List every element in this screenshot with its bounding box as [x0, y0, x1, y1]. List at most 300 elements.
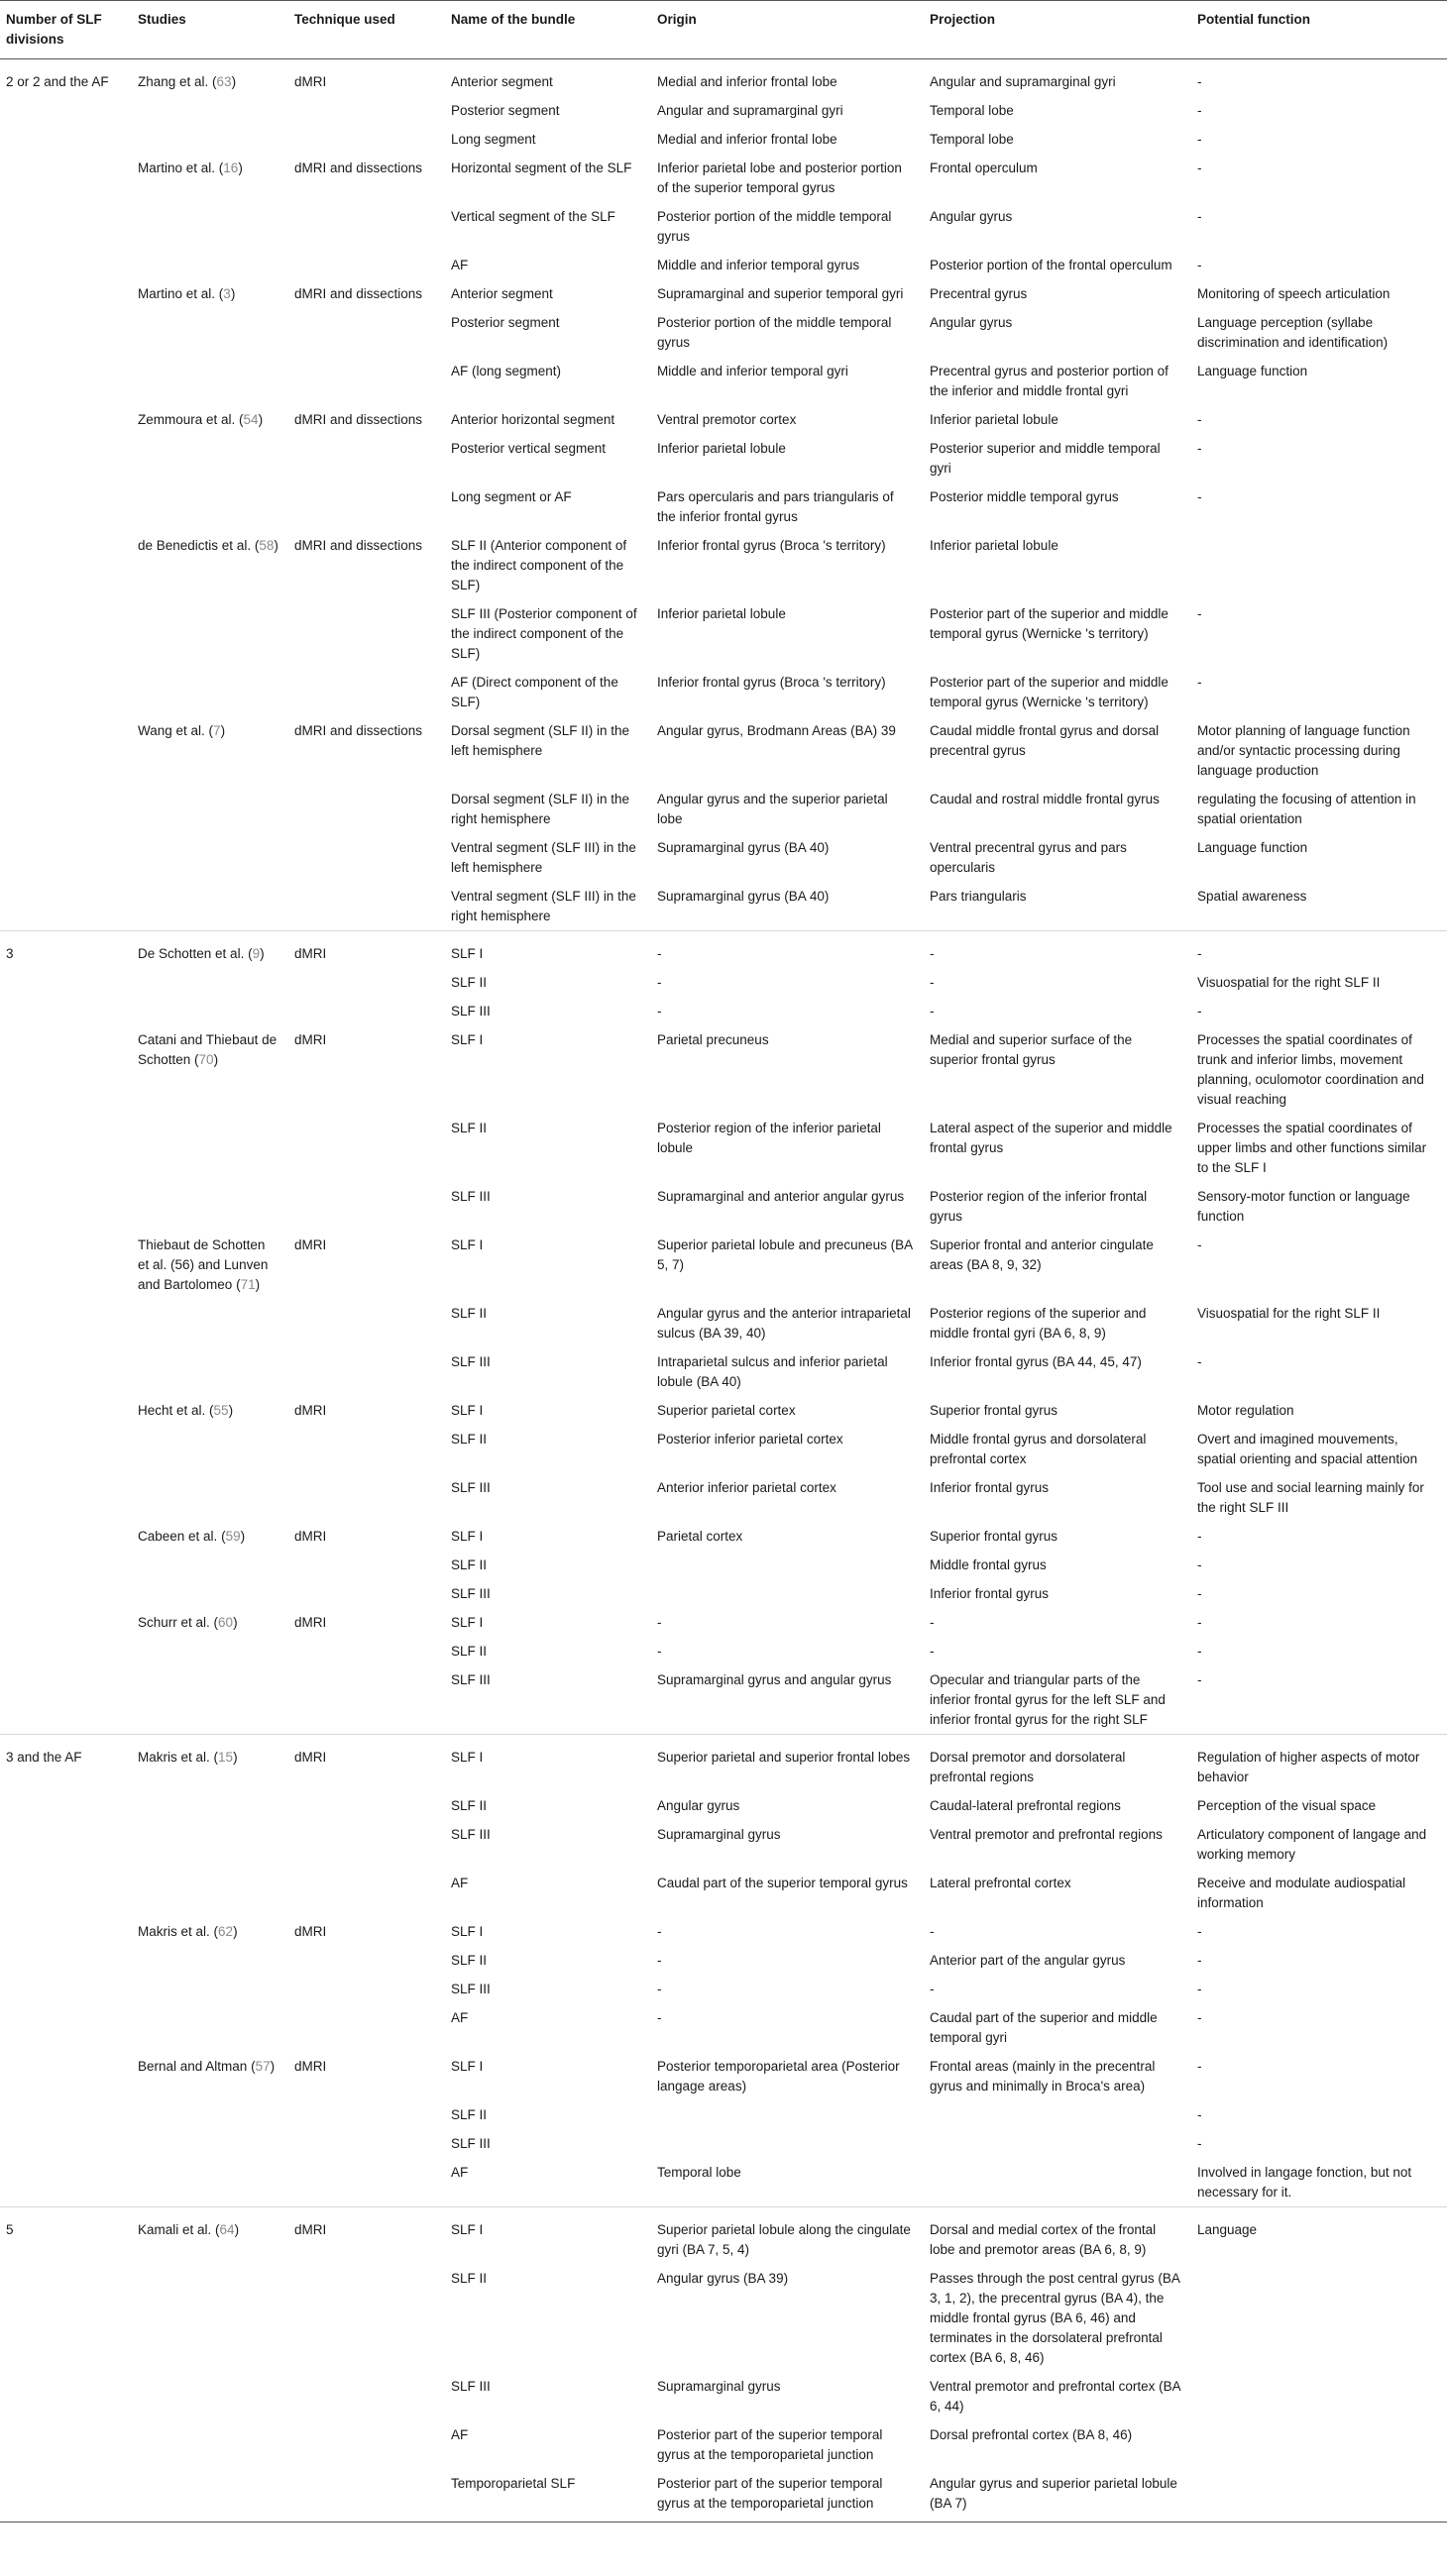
table-row: [0, 96, 1447, 125]
cell-bundle-name: SLF III: [451, 2136, 491, 2151]
cell-potential-function: -: [1197, 1615, 1202, 1630]
cell-study: [132, 96, 288, 125]
cell-origin: [651, 1579, 924, 1608]
table-row: [0, 1946, 1447, 1975]
table-row: [0, 1917, 1447, 1946]
cell-slf-divisions: [0, 1182, 132, 1231]
cell-bundle-name: SLF II: [451, 2271, 488, 2286]
table-row: [0, 2372, 1447, 2420]
cell-projection: Superior frontal gyrus: [930, 1403, 1058, 1418]
cell-study: [132, 202, 288, 251]
cell-bundle-name: SLF I: [445, 931, 651, 969]
reference-number: 7: [213, 723, 221, 738]
cell-bundle-name: Anterior segment: [451, 74, 553, 89]
cell-slf-divisions: [0, 531, 132, 599]
cell-study: [132, 2469, 288, 2522]
cell-slf-divisions: [0, 2100, 132, 2129]
study-name: Schurr et al.: [138, 1615, 210, 1630]
cell-bundle-name: SLF I: [451, 1237, 484, 1252]
cell-technique: [288, 1425, 445, 1473]
header-studies: Studies: [132, 1, 288, 59]
cell-bundle-name: SLF II (Anterior component of the indirect component of the SLF): [451, 538, 627, 592]
cell-origin: Intraparietal sulcus and inferior parietal lobule (BA 40): [657, 1354, 888, 1389]
cell-projection: Posterior regions of the superior and middle frontal gyri (BA 6, 8, 9): [930, 1306, 1147, 1341]
cell-study: [132, 599, 288, 668]
table-row: [0, 202, 1447, 251]
cell-projection: Posterior part of the superior and middle temporal gyrus (Wernicke 's territory): [930, 606, 1169, 641]
cell-potential-function: Language function: [1197, 364, 1308, 378]
cell-projection: Anterior part of the angular gyrus: [930, 1953, 1126, 1968]
cell-bundle-name: AF: [451, 1876, 469, 1890]
cell-origin: -: [657, 1953, 662, 1968]
cell-study: [132, 483, 288, 531]
cell-slf-divisions: [0, 202, 132, 251]
cell-projection: Dorsal prefrontal cortex (BA 8, 46): [930, 2427, 1133, 2442]
cell-technique: [288, 1182, 445, 1231]
cell-slf-divisions: [0, 483, 132, 531]
cell-slf-divisions: [0, 1396, 132, 1425]
cell-bundle-name: Ventral segment (SLF III) in the right hemisphere: [451, 889, 636, 923]
cell-potential-function: [1191, 2264, 1447, 2372]
cell-technique: [288, 1299, 445, 1347]
cell-origin: Temporal lobe: [657, 2165, 741, 2180]
cell-projection: Angular and supramarginal gyri: [930, 74, 1116, 89]
cell-origin: Supramarginal gyrus: [657, 2379, 781, 2394]
cell-study: de Benedictis et al. (58): [138, 538, 278, 553]
cell-slf-divisions: 3 and the AF: [0, 1735, 132, 1792]
cell-slf-divisions: [0, 1665, 132, 1735]
cell-slf-divisions: [0, 434, 132, 483]
cell-slf-divisions: 3: [0, 931, 132, 969]
cell-potential-function: [1191, 531, 1447, 599]
cell-technique: [288, 434, 445, 483]
table-row: [0, 968, 1447, 997]
cell-origin: Supramarginal gyrus and angular gyrus: [657, 1672, 892, 1687]
cell-slf-divisions: [0, 357, 132, 405]
cell-slf-divisions: [0, 2264, 132, 2372]
cell-study: Bernal and Altman (57): [138, 2059, 276, 2074]
cell-origin: Ventral premotor cortex: [657, 412, 797, 427]
cell-projection: Temporal lobe: [930, 103, 1014, 118]
table-row: [0, 2129, 1447, 2158]
cell-bundle-name: AF: [451, 258, 469, 272]
cell-potential-function: -: [1197, 2107, 1202, 2122]
header-slf-divisions: Number of SLF divisions: [0, 1, 132, 59]
cell-projection: Posterior superior and middle temporal gyri: [930, 441, 1161, 476]
cell-study: [132, 2420, 288, 2469]
cell-origin: Supramarginal and superior temporal gyri: [657, 286, 904, 301]
cell-origin: Angular gyrus, Brodmann Areas (BA) 39: [657, 723, 896, 738]
cell-technique: [288, 668, 445, 716]
cell-technique: [288, 968, 445, 997]
cell-potential-function: -: [1197, 1672, 1202, 1687]
cell-potential-function: Overt and imagined mouvements, spatial orienting and spacial attention: [1197, 1432, 1418, 1466]
cell-origin: -: [651, 931, 924, 969]
cell-slf-divisions: [0, 1473, 132, 1522]
cell-bundle-name: Posterior segment: [451, 315, 560, 330]
cell-slf-divisions: [0, 1820, 132, 1869]
cell-potential-function: -: [1197, 441, 1202, 456]
cell-origin: [651, 1551, 924, 1579]
table-row: [0, 1820, 1447, 1869]
cell-bundle-name: Anterior horizontal segment: [451, 412, 615, 427]
cell-slf-divisions: [0, 1579, 132, 1608]
cell-study: [132, 2100, 288, 2129]
table-row: [0, 931, 1447, 969]
cell-technique: dMRI: [294, 1032, 327, 1047]
table-row: [0, 2158, 1447, 2207]
cell-technique: dMRI: [294, 1403, 327, 1418]
cell-bundle-name: SLF III (Posterior component of the indirect component of the SLF): [451, 606, 637, 661]
table-row: [0, 1869, 1447, 1917]
reference-number: 16: [223, 161, 239, 175]
table-row: [0, 434, 1447, 483]
cell-technique: [288, 2420, 445, 2469]
table-row: [0, 2003, 1447, 2052]
table-row: [0, 1791, 1447, 1820]
cell-study: [132, 882, 288, 931]
cell-technique: [288, 1975, 445, 2003]
cell-study: Martino et al. (16): [138, 161, 243, 175]
cell-slf-divisions: [0, 882, 132, 931]
cell-projection: -: [930, 1644, 935, 1659]
study-name: Zemmoura et al.: [138, 412, 236, 427]
cell-projection: Posterior part of the superior and middle temporal gyrus (Wernicke 's territory): [930, 675, 1169, 709]
cell-slf-divisions: [0, 405, 132, 434]
cell-study: [132, 1665, 288, 1735]
cell-technique: dMRI and dissections: [294, 538, 423, 553]
cell-technique: [288, 1114, 445, 1182]
cell-slf-divisions: [0, 1299, 132, 1347]
cell-technique: [288, 1473, 445, 1522]
cell-potential-function: -: [1197, 412, 1202, 427]
cell-technique: [288, 1946, 445, 1975]
cell-projection: Inferior parietal lobule: [930, 538, 1058, 553]
cell-bundle-name: Long segment: [451, 132, 536, 147]
cell-study: [132, 2003, 288, 2052]
cell-projection: Lateral prefrontal cortex: [930, 1876, 1071, 1890]
cell-origin: Caudal part of the superior temporal gyrus: [657, 1876, 908, 1890]
cell-origin: Superior parietal lobule along the cingulate gyri (BA 7, 5, 4): [651, 2207, 924, 2265]
cell-slf-divisions: [0, 833, 132, 882]
cell-origin: Angular gyrus (BA 39): [657, 2271, 789, 2286]
cell-potential-function: [1191, 2469, 1447, 2522]
cell-potential-function: -: [1197, 1924, 1202, 1939]
cell-projection: Posterior portion of the frontal operculum: [930, 258, 1172, 272]
cell-bundle-name: SLF I: [451, 2059, 484, 2074]
cell-projection: Inferior frontal gyrus: [930, 1586, 1050, 1601]
cell-origin: Medial and inferior frontal lobe: [657, 132, 837, 147]
cell-potential-function: -: [1197, 161, 1202, 175]
cell-potential-function: -: [1197, 103, 1202, 118]
table-row: [0, 251, 1447, 279]
study-name: Hecht et al.: [138, 1403, 206, 1418]
study-name: Zhang et al.: [138, 74, 209, 89]
cell-technique: dMRI: [294, 1615, 327, 1630]
cell-study: Hecht et al. (55): [138, 1403, 234, 1418]
cell-projection: Ventral precentral gyrus and pars opercularis: [930, 840, 1127, 875]
cell-slf-divisions: [0, 1869, 132, 1917]
cell-potential-function: -: [1197, 1004, 1202, 1019]
cell-potential-function: -: [1197, 132, 1202, 147]
cell-projection: Angular gyrus and superior parietal lobule (BA 7): [924, 2469, 1191, 2522]
cell-origin: Posterior portion of the middle temporal gyrus: [657, 315, 892, 350]
cell-bundle-name: Temporoparietal SLF: [445, 2469, 651, 2522]
cell-bundle-name: SLF I: [451, 1529, 484, 1544]
cell-origin: [651, 2129, 924, 2158]
table-row: [0, 785, 1447, 833]
table-row: [0, 154, 1447, 202]
cell-potential-function: Regulation of higher aspects of motor behavior: [1191, 1735, 1447, 1792]
cell-origin: Anterior inferior parietal cortex: [657, 1480, 836, 1495]
cell-potential-function: Processes the spatial coordinates of trunk and inferior limbs, movement planning, oculomotor coordination and visual reaching: [1197, 1032, 1424, 1107]
cell-study: Kamali et al. (64): [132, 2207, 288, 2265]
cell-technique: [288, 1820, 445, 1869]
cell-technique: dMRI: [288, 2207, 445, 2265]
study-name: Makris et al.: [138, 1924, 210, 1939]
study-name: de Benedictis et al.: [138, 538, 252, 553]
header-projection: Projection: [924, 1, 1191, 59]
table-row: [0, 2420, 1447, 2469]
reference-number: 54: [243, 412, 259, 427]
cell-potential-function: -: [1197, 1529, 1202, 1544]
cell-projection: Inferior parietal lobule: [930, 412, 1058, 427]
study-name: Thiebaut de Schotten et al. (56) and Lunven and Bartolomeo: [138, 1237, 269, 1292]
cell-projection: Dorsal and medial cortex of the frontal lobe and premotor areas (BA 6, 8, 9): [924, 2207, 1191, 2265]
cell-slf-divisions: [0, 785, 132, 833]
cell-technique: [288, 882, 445, 931]
cell-study: [132, 1473, 288, 1522]
cell-bundle-name: AF (Direct component of the SLF): [451, 675, 618, 709]
cell-technique: [288, 1579, 445, 1608]
study-name: Wang et al.: [138, 723, 205, 738]
cell-potential-function: -: [1197, 258, 1202, 272]
cell-bundle-name: SLF II: [451, 1306, 488, 1321]
cell-study: [132, 668, 288, 716]
cell-origin: Inferior parietal lobule: [657, 606, 786, 621]
cell-study: [132, 2158, 288, 2207]
cell-technique: dMRI: [294, 1529, 327, 1544]
cell-study: Makris et al. (62): [138, 1924, 238, 1939]
cell-potential-function: Visuospatial for the right SLF II: [1197, 975, 1381, 990]
cell-study: [132, 1975, 288, 2003]
table-row: [0, 1735, 1447, 1792]
table-row: [0, 1522, 1447, 1551]
cell-bundle-name: Posterior segment: [451, 103, 560, 118]
cell-origin: Medial and inferior frontal lobe: [657, 74, 837, 89]
study-name: De Schotten et al.: [138, 946, 245, 961]
cell-study: [132, 1820, 288, 1869]
cell-potential-function: Monitoring of speech articulation: [1197, 286, 1391, 301]
cell-projection: Posterior region of the inferior frontal gyrus: [930, 1189, 1148, 1224]
reference-number: 3: [223, 286, 231, 301]
cell-slf-divisions: [0, 1425, 132, 1473]
cell-slf-divisions: [0, 1231, 132, 1299]
table-row: [0, 716, 1447, 785]
cell-projection: Medial and superior surface of the superior frontal gyrus: [930, 1032, 1133, 1067]
cell-slf-divisions: [0, 308, 132, 357]
cell-bundle-name: Anterior segment: [451, 286, 553, 301]
table-row: [0, 1473, 1447, 1522]
table-header-row: [0, 1, 1447, 59]
cell-potential-function: Articulatory component of langage and working memory: [1197, 1827, 1427, 1862]
cell-technique: dMRI and dissections: [294, 723, 423, 738]
cell-slf-divisions: [0, 1522, 132, 1551]
cell-bundle-name: SLF II: [451, 1432, 488, 1447]
cell-slf-divisions: [0, 668, 132, 716]
cell-bundle-name: SLF III: [451, 2379, 491, 2394]
cell-slf-divisions: 2 or 2 and the AF: [6, 74, 109, 89]
cell-study: [132, 1347, 288, 1396]
cell-projection: [924, 2100, 1191, 2129]
cell-origin: Superior parietal lobule and precuneus (BA 5, 7): [657, 1237, 913, 1272]
cell-study: Cabeen et al. (59): [138, 1529, 246, 1544]
cell-slf-divisions: [0, 279, 132, 308]
cell-origin: -: [657, 2010, 662, 2025]
cell-projection: -: [930, 975, 935, 990]
cell-potential-function: Sensory-motor function or language function: [1197, 1189, 1410, 1224]
cell-study: [132, 1637, 288, 1665]
table-row: [0, 2052, 1447, 2100]
cell-bundle-name: SLF I: [451, 1924, 484, 1939]
cell-study: [132, 2264, 288, 2372]
cell-bundle-name: Horizontal segment of the SLF: [451, 161, 632, 175]
cell-origin: -: [657, 1004, 662, 1019]
cell-potential-function: regulating the focusing of attention in spatial orientation: [1197, 792, 1416, 826]
table-row: [0, 1114, 1447, 1182]
cell-potential-function: Language: [1191, 2207, 1447, 2265]
cell-technique: dMRI: [294, 1237, 327, 1252]
cell-potential-function: Language function: [1197, 840, 1308, 855]
cell-potential-function: -: [1197, 1586, 1202, 1601]
cell-origin: Superior parietal and superior frontal lobes: [651, 1735, 924, 1792]
cell-bundle-name: Dorsal segment (SLF II) in the right hemisphere: [451, 792, 630, 826]
cell-origin: Parietal precuneus: [657, 1032, 769, 1047]
reference-number: 57: [255, 2059, 271, 2074]
cell-potential-function: -: [1197, 209, 1202, 224]
cell-origin: Superior parietal cortex: [657, 1403, 796, 1418]
cell-technique: [288, 202, 445, 251]
header-technique: Technique used: [288, 1, 445, 59]
table-row: [0, 1299, 1447, 1347]
cell-study: Thiebaut de Schotten et al. (56) and Lunven and Bartolomeo (71): [138, 1237, 269, 1292]
cell-potential-function: -: [1197, 1237, 1202, 1252]
cell-bundle-name: SLF III: [451, 1827, 491, 1842]
cell-slf-divisions: [0, 2129, 132, 2158]
cell-origin: Supramarginal and anterior angular gyrus: [657, 1189, 905, 1204]
cell-potential-function: -: [1191, 931, 1447, 969]
reference-number: 71: [240, 1277, 256, 1292]
cell-slf-divisions: [0, 251, 132, 279]
cell-bundle-name: SLF III: [451, 1004, 491, 1019]
cell-bundle-name: SLF III: [451, 1480, 491, 1495]
cell-projection: Superior frontal and anterior cingulate areas (BA 8, 9, 32): [930, 1237, 1154, 1272]
cell-study: [132, 1579, 288, 1608]
cell-study: [132, 997, 288, 1025]
table-row: [0, 1182, 1447, 1231]
cell-projection: Posterior middle temporal gyrus: [930, 489, 1119, 504]
table-row: [0, 2207, 1447, 2265]
cell-projection: Precentral gyrus: [930, 286, 1028, 301]
cell-technique: dMRI: [294, 2059, 327, 2074]
cell-origin: -: [657, 1644, 662, 1659]
cell-potential-function: Spatial awareness: [1197, 889, 1307, 904]
cell-bundle-name: SLF II: [451, 1953, 488, 1968]
table-row: [0, 1396, 1447, 1425]
cell-potential-function: Visuospatial for the right SLF II: [1197, 1306, 1381, 1321]
cell-slf-divisions: [0, 1637, 132, 1665]
cell-projection: [924, 2158, 1191, 2207]
cell-slf-divisions: [0, 1114, 132, 1182]
cell-bundle-name: SLF I: [445, 1735, 651, 1792]
cell-technique: dMRI and dissections: [294, 412, 423, 427]
cell-slf-divisions: [0, 154, 132, 202]
cell-bundle-name: Posterior vertical segment: [451, 441, 607, 456]
study-name: Bernal and Altman: [138, 2059, 248, 2074]
cell-study: Catani and Thiebaut de Schotten (70): [138, 1032, 278, 1067]
cell-projection: -: [930, 1924, 935, 1939]
cell-projection: Dorsal premotor and dorsolateral prefrontal regions: [924, 1735, 1191, 1792]
cell-projection: -: [930, 1615, 935, 1630]
header-bundle-name: Name of the bundle: [445, 1, 651, 59]
cell-projection: Caudal and rostral middle frontal gyrus: [930, 792, 1160, 806]
cell-origin: Angular gyrus: [657, 1798, 740, 1813]
cell-study: [132, 833, 288, 882]
reference-number: 9: [252, 946, 261, 961]
cell-technique: [288, 1347, 445, 1396]
cell-study: [132, 1299, 288, 1347]
table-row: [0, 2264, 1447, 2372]
cell-bundle-name: Dorsal segment (SLF II) in the left hemisphere: [451, 723, 630, 758]
reference-number: 59: [225, 1529, 241, 1544]
cell-bundle-name: AF: [451, 2427, 469, 2442]
cell-slf-divisions: 5: [0, 2207, 132, 2265]
cell-potential-function: -: [1197, 675, 1202, 690]
cell-slf-divisions: [0, 96, 132, 125]
study-name: Makris et al.: [138, 1750, 210, 1765]
cell-study: [132, 125, 288, 154]
table-row: [0, 531, 1447, 599]
cell-projection: Superior frontal gyrus: [930, 1529, 1058, 1544]
study-name: Martino et al.: [138, 161, 216, 175]
cell-bundle-name: SLF III: [451, 1672, 491, 1687]
cell-technique: [288, 785, 445, 833]
cell-potential-function: -: [1197, 1354, 1202, 1369]
cell-slf-divisions: [0, 2372, 132, 2420]
cell-projection: Inferior frontal gyrus (BA 44, 45, 47): [930, 1354, 1142, 1369]
cell-origin: Angular gyrus and the anterior intraparietal sulcus (BA 39, 40): [657, 1306, 911, 1341]
cell-bundle-name: SLF I: [445, 2207, 651, 2265]
cell-projection: -: [930, 1982, 935, 1996]
cell-origin: Inferior frontal gyrus (Broca 's territory): [657, 538, 886, 553]
cell-study: [132, 785, 288, 833]
cell-bundle-name: SLF II: [451, 1557, 488, 1572]
cell-slf-divisions: [0, 599, 132, 668]
table-row: [0, 279, 1447, 308]
cell-potential-function: [1191, 2372, 1447, 2420]
cell-bundle-name: Vertical segment of the SLF: [451, 209, 615, 224]
cell-origin: Supramarginal gyrus: [657, 1827, 781, 1842]
cell-study: [132, 2372, 288, 2420]
cell-origin: Supramarginal gyrus (BA 40): [657, 889, 830, 904]
cell-projection: -: [924, 931, 1191, 969]
cell-projection: Angular gyrus: [930, 209, 1013, 224]
cell-origin: Posterior part of the superior temporal gyrus at the temporoparietal junction: [657, 2427, 883, 2462]
cell-bundle-name: AF: [451, 2165, 469, 2180]
cell-technique: [288, 251, 445, 279]
cell-slf-divisions: [0, 968, 132, 997]
cell-origin: Posterior portion of the middle temporal gyrus: [657, 209, 892, 244]
